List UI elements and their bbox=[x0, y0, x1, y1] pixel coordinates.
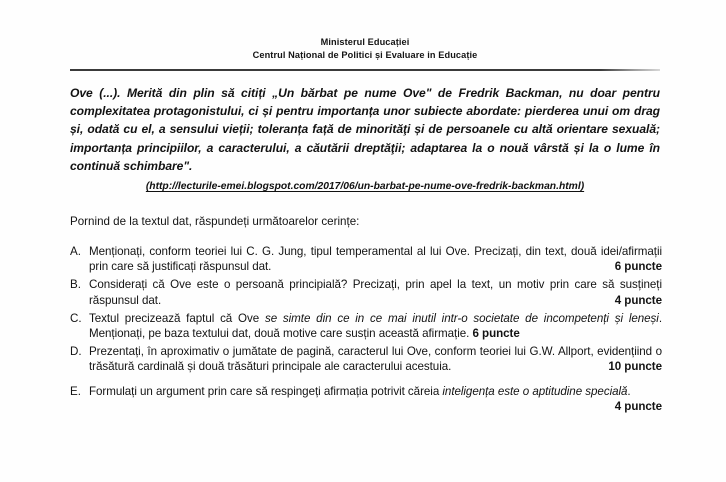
item-text-e-quote: inteligența este o aptitudine specială bbox=[442, 384, 628, 398]
item-letter-e: E. bbox=[70, 384, 81, 398]
item-letter-d: D. bbox=[70, 344, 82, 358]
item-points-d: 10 puncte bbox=[608, 360, 662, 374]
item-letter-a: A. bbox=[70, 245, 81, 258]
item-text-b: Considerați că Ove este o persoană principială? Precizați, prin apel la text, un motiv prin care să susțineți răspunsul dat. bbox=[89, 278, 662, 307]
item-text-c-part2: . Menționați, pe baza textului dat, două motive care susțin această afirmație. bbox=[89, 311, 662, 341]
header-divider-rule-fade bbox=[600, 69, 660, 71]
header-center-line: Centrul Național de Politici și Evaluare in Educație bbox=[252, 49, 478, 60]
item-text-e-part2: . bbox=[627, 384, 631, 398]
item-text-c-part1: Textul precizează faptul că Ove bbox=[89, 311, 265, 325]
item-body-a bbox=[89, 244, 662, 275]
source-url-line bbox=[70, 181, 660, 192]
item-text-e-part1: Formulați un argument prin care să respingeți afirmația potrivit căreia bbox=[89, 384, 443, 398]
header-divider-rule bbox=[70, 69, 660, 71]
item-letter-b: B. bbox=[70, 278, 81, 292]
requirement-item-d bbox=[70, 344, 662, 375]
item-points-b: 4 puncte bbox=[614, 293, 662, 307]
item-text-a: Menționați, conform teoriei lui C. G. Jung, tipul temperamental al lui Ove. Precizați, din text, două idei/afirmații prin care să justificați răspunsul dat. bbox=[89, 245, 662, 274]
requirement-item-c bbox=[70, 311, 662, 342]
header-ministry-line: Ministerul Educației bbox=[320, 37, 410, 47]
item-points-c: 6 puncte bbox=[472, 327, 520, 341]
item-body-c bbox=[89, 311, 662, 342]
item-body-e bbox=[89, 384, 662, 415]
document-header bbox=[70, 36, 660, 61]
instruction-lead-text: Pornind de la textul dat, răspundeți următoarelor cerințe: bbox=[70, 215, 360, 228]
requirement-item-e bbox=[70, 384, 662, 415]
source-url-text: (http://lecturile-emei.blogspot.com/2017/06/un-barbat-pe-nume-ove-fredrik-backman.html) bbox=[145, 181, 585, 192]
item-points-e: 4 puncte bbox=[614, 400, 662, 414]
source-excerpt-paragraph: Ove (...). Merită din plin să citiți „Un bărbat pe nume Ove" de Fredrik Backman, nu doar pentru complexitatea protagonistului, ci și pentru importanța unor subiecte abordate: pierderea unui om drag și, odată cu el, a sensului vieții; toleranța față de minorităţi și de persoanele cu altă orientare sexuală; importanța principiilor, a caracterului, a căutării dreptăţii; adaptarea la o nouă vârstă și la o lume în continuă schimbare". bbox=[70, 86, 660, 173]
item-points-a: 6 puncte bbox=[614, 260, 662, 274]
item-text-d: Prezentați, în aproximativ o jumătate de pagină, caracterul lui Ove, conform teoriei lui G.W. Allport, evidențiind o trăsătură cardinală și două trăsături principale ale caracterului acestuia. bbox=[89, 344, 662, 374]
item-body-d bbox=[89, 344, 662, 375]
requirements-list bbox=[70, 244, 662, 417]
requirement-item-a bbox=[70, 244, 662, 275]
item-text-c-quote: se simte din ce in ce mai inutil intr-o societate de incompetenți și leneși bbox=[264, 311, 659, 325]
item-letter-c: C. bbox=[70, 311, 82, 325]
item-body-b bbox=[89, 277, 662, 308]
requirement-item-b bbox=[70, 277, 662, 308]
